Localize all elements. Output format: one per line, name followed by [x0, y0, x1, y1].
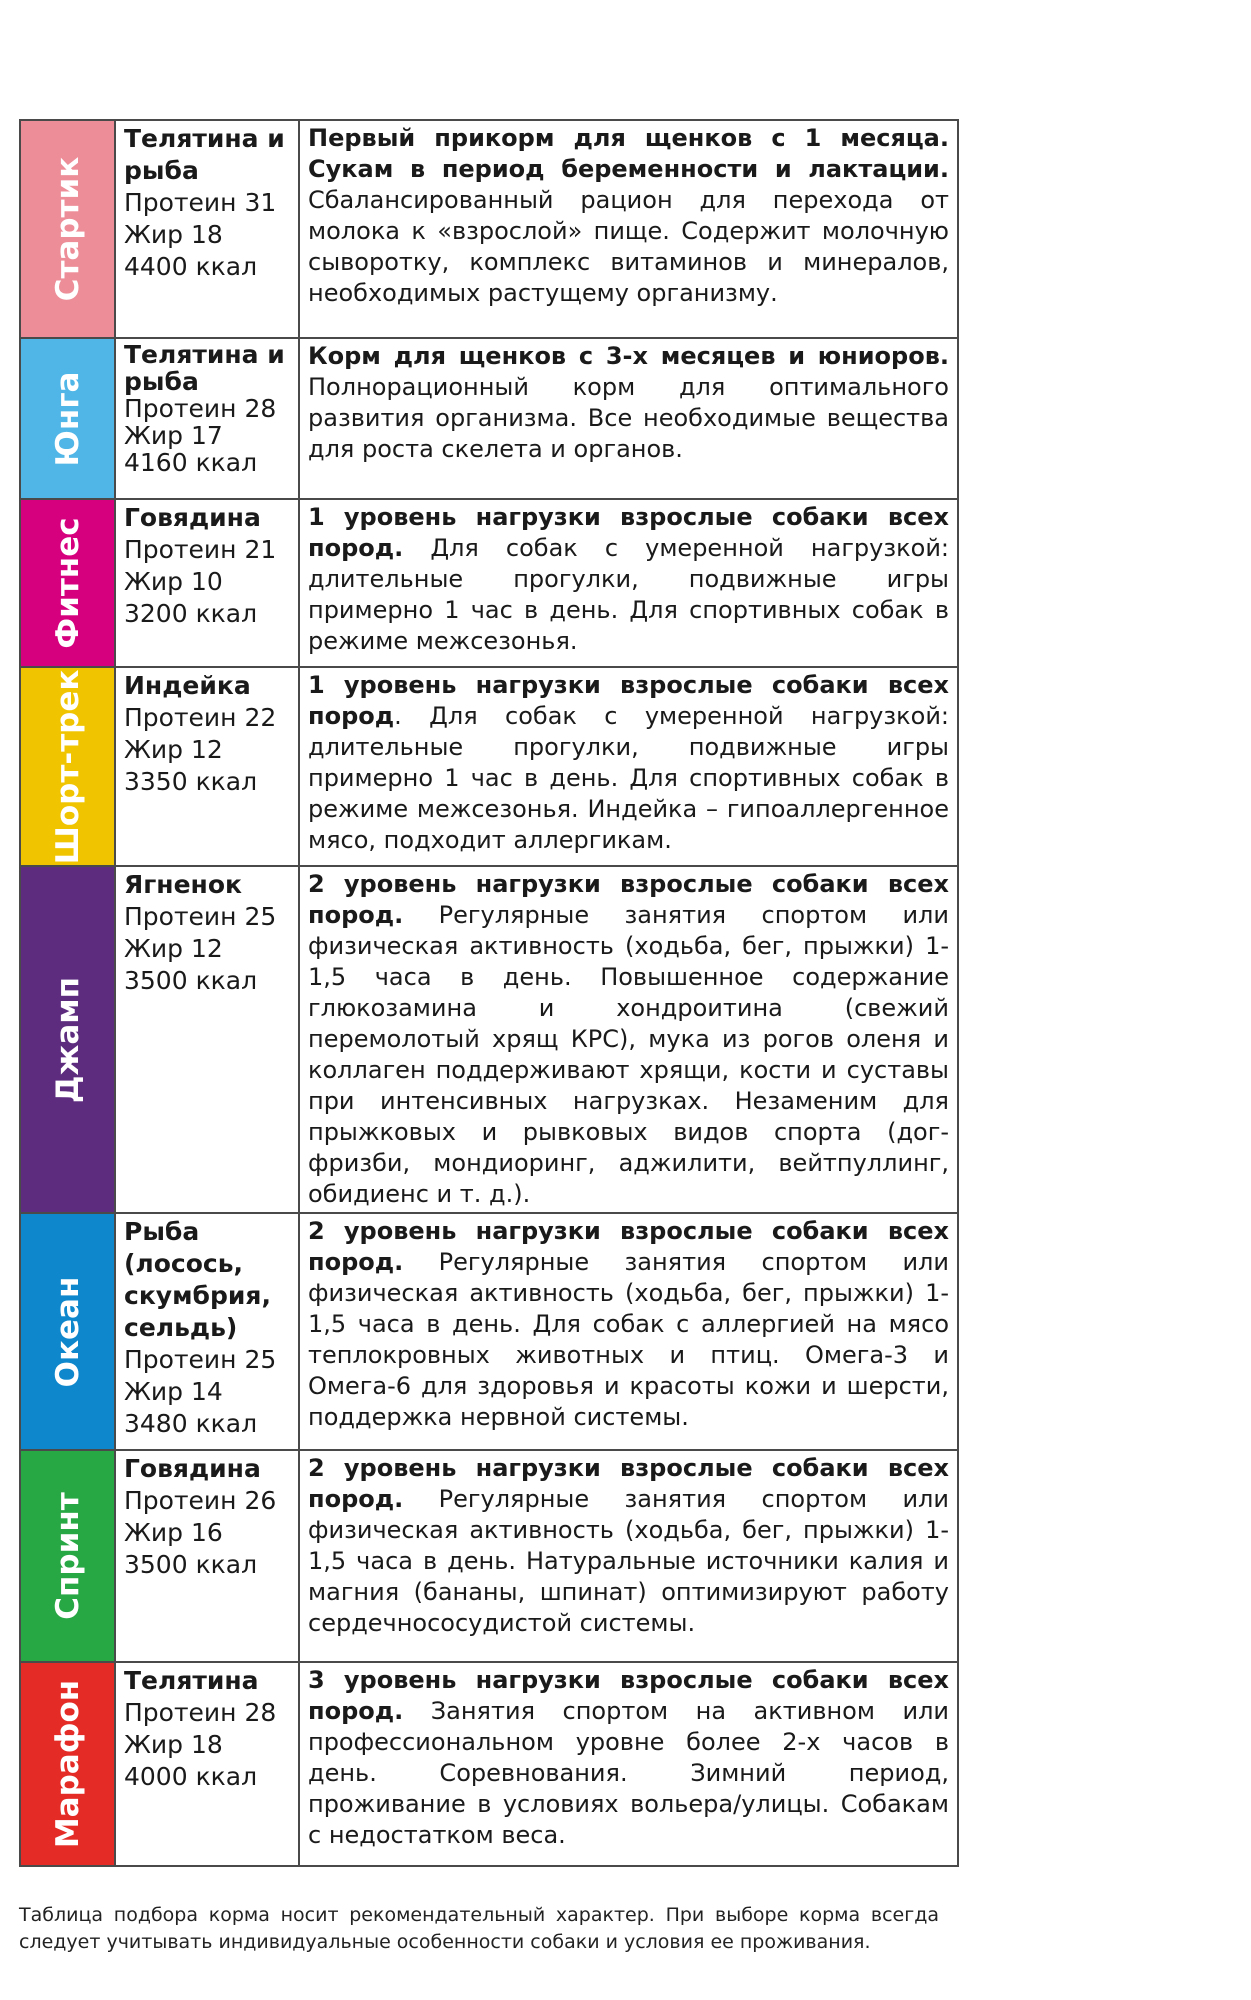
- description-text: Сбалансированный рацион для перехода от молока к «взрослой» пище. Содержит молочную сыворотку, комплекс витаминов и минералов, необходимых растущему организму.: [308, 186, 949, 307]
- table-row: [20, 1662, 958, 1866]
- description-bold: Первый прикорм для щенков с 1 месяца. Сукам в период беременности и лактации.: [308, 124, 949, 183]
- protein-value: Протеин 26: [124, 1486, 277, 1515]
- table-row: [20, 1213, 958, 1450]
- band-startik: [20, 120, 115, 338]
- description-cell: [299, 1662, 958, 1866]
- spec-cell: [115, 120, 299, 338]
- kcal-value: 3200 ккал: [124, 599, 258, 628]
- protein-value: Протеин 25: [124, 902, 277, 931]
- fat-value: Жир 10: [124, 567, 223, 596]
- protein-value: Протеин 21: [124, 535, 277, 564]
- description-cell: [299, 866, 958, 1213]
- band-fitness: [20, 499, 115, 667]
- description-cell: [299, 1213, 958, 1450]
- protein-value: Протеин 25: [124, 1345, 277, 1374]
- band-marathon: [20, 1662, 115, 1866]
- description-bold: 3 уровень нагрузки взрослые собаки всех пород.: [308, 1666, 949, 1725]
- description-cell: [299, 120, 958, 338]
- band-short-track: [20, 667, 115, 866]
- kcal-value: 4000 ккал: [124, 1762, 258, 1791]
- description-text: Полнорационный корм для оптимального развития организма. Все необходимые вещества для роста скелета и органов.: [308, 373, 949, 463]
- band-label: Шорт-трек: [49, 669, 86, 864]
- table-row: [20, 499, 958, 667]
- description-bold: Корм для щенков с 3-х месяцев и юниоров.: [308, 342, 949, 370]
- table-row: [20, 338, 958, 499]
- description-text: Регулярные занятия спортом или физическая активность (ходьба, бег, прыжки) 1- 1,5 часа в день. Повышенное содержание глюкозамина и хондроитина (свежий перемолотый хрящ КРС), мука из рогов оленя и коллаген поддерживают хрящи, кости и суставы при интенсивных нагрузках. Незаменим для прыжковых и рывковых видов спорта (дог-фризби, мондиоринг, аджилити, вейтпуллинг, обидиенс и т. д.).: [308, 901, 949, 1208]
- band-label: Спринт: [49, 1492, 86, 1620]
- description-cell: [299, 499, 958, 667]
- fat-value: Жир 18: [124, 220, 223, 249]
- description-text: Для собак с умеренной нагрузкой: длительные прогулки, подвижные игры примерно 1 час в день. Для спортивных собак в режиме межсезонья.: [308, 534, 949, 655]
- kcal-value: 3500 ккал: [124, 1550, 258, 1579]
- spec-cell: [115, 1213, 299, 1450]
- description-bold: 1 уровень нагрузки взрослые собаки всех пород.: [308, 503, 949, 562]
- description-bold: 2 уровень нагрузки взрослые собаки всех пород.: [308, 1454, 949, 1513]
- meat-type: Индейка: [124, 671, 251, 700]
- kcal-value: 4400 ккал: [124, 252, 258, 281]
- spec-cell: [115, 866, 299, 1213]
- description-text: Регулярные занятия спортом или физическая активность (ходьба, бег, прыжки) 1-1,5 часа в день. Для собак с аллергией на мясо теплокровных животных и птиц. Омега-3 и Омега-6 для здоровья и красоты кожи и шерсти, поддержка нервной системы.: [308, 1248, 949, 1431]
- spec-cell: [115, 1662, 299, 1866]
- spec-cell: [115, 338, 299, 499]
- protein-value: Протеин 31: [124, 188, 277, 217]
- fat-value: Жир 18: [124, 1730, 223, 1759]
- meat-type: Телятина: [124, 1666, 259, 1695]
- spec-cell: [115, 1450, 299, 1662]
- description-bold: 2 уровень нагрузки взрослые собаки всех пород.: [308, 870, 949, 929]
- meat-type: Телятина и рыба: [124, 124, 285, 185]
- table-row: [20, 120, 958, 338]
- table-row: [20, 1450, 958, 1662]
- meat-type: Рыба (лосось, скумбрия, сельдь): [124, 1217, 271, 1342]
- meat-type: Ягненок: [124, 870, 242, 899]
- meat-type: Телятина и рыба: [124, 340, 285, 396]
- spec-cell: [115, 499, 299, 667]
- table-row: [20, 667, 958, 866]
- description-bold: 1 уровень нагрузки взрослые собаки всех пород: [308, 671, 949, 730]
- band-label: Стартик: [49, 156, 86, 302]
- fat-value: Жир 17: [124, 421, 223, 450]
- description-text: . Для собак с умеренной нагрузкой: длительные прогулки, подвижные игры примерно 1 час в день. Для спортивных собак в режиме межсезонья. Индейка – гипоаллергенное мясо, подходит аллергикам.: [308, 702, 949, 854]
- band-yunga: [20, 338, 115, 499]
- protein-value: Протеин 28: [124, 1698, 277, 1727]
- kcal-value: 3350 ккал: [124, 767, 258, 796]
- kcal-value: 4160 ккал: [124, 448, 258, 477]
- band-sprint: [20, 1450, 115, 1662]
- table-row: [20, 866, 958, 1213]
- description-text: Регулярные занятия спортом или физическая активность (ходьба, бег, прыжки) 1- 1,5 часа в день. Натуральные источники калия и магния (бананы, шпинат) оптимизируют работу сердечнососудистой системы.: [308, 1485, 949, 1637]
- fat-value: Жир 14: [124, 1377, 223, 1406]
- meat-type: Говядина: [124, 1454, 261, 1483]
- fat-value: Жир 16: [124, 1518, 223, 1547]
- protein-value: Протеин 28: [124, 394, 277, 423]
- description-cell: [299, 667, 958, 866]
- meat-type: Говядина: [124, 503, 261, 532]
- band-label: Джамп: [49, 976, 86, 1103]
- description-text: Занятия спортом на активном или профессиональном уровне более 2-х часов в день. Соревнования. Зимний период, проживание в условиях вольера/улицы. Собакам с недостатком веса.: [308, 1697, 949, 1849]
- description-cell: [299, 338, 958, 499]
- kcal-value: 3500 ккал: [124, 966, 258, 995]
- description-cell: [299, 1450, 958, 1662]
- band-jump: [20, 866, 115, 1213]
- band-ocean: [20, 1213, 115, 1450]
- footer-note: Таблица подбора корма носит рекомендательный характер. При выборе корма всегда следует учитывать индивидуальные особенности собаки и условия ее проживания.: [19, 1904, 939, 1953]
- band-label: Юнга: [49, 371, 86, 466]
- band-label: Фитнес: [49, 517, 86, 649]
- kcal-value: 3480 ккал: [124, 1409, 258, 1438]
- protein-value: Протеин 22: [124, 703, 277, 732]
- description-bold: 2 уровень нагрузки взрослые собаки всех пород.: [308, 1217, 949, 1276]
- band-label: Марафон: [49, 1679, 86, 1849]
- band-label: Океан: [49, 1276, 86, 1387]
- fat-value: Жир 12: [124, 934, 223, 963]
- fat-value: Жир 12: [124, 735, 223, 764]
- spec-cell: [115, 667, 299, 866]
- feed-selection-table: [19, 119, 959, 1867]
